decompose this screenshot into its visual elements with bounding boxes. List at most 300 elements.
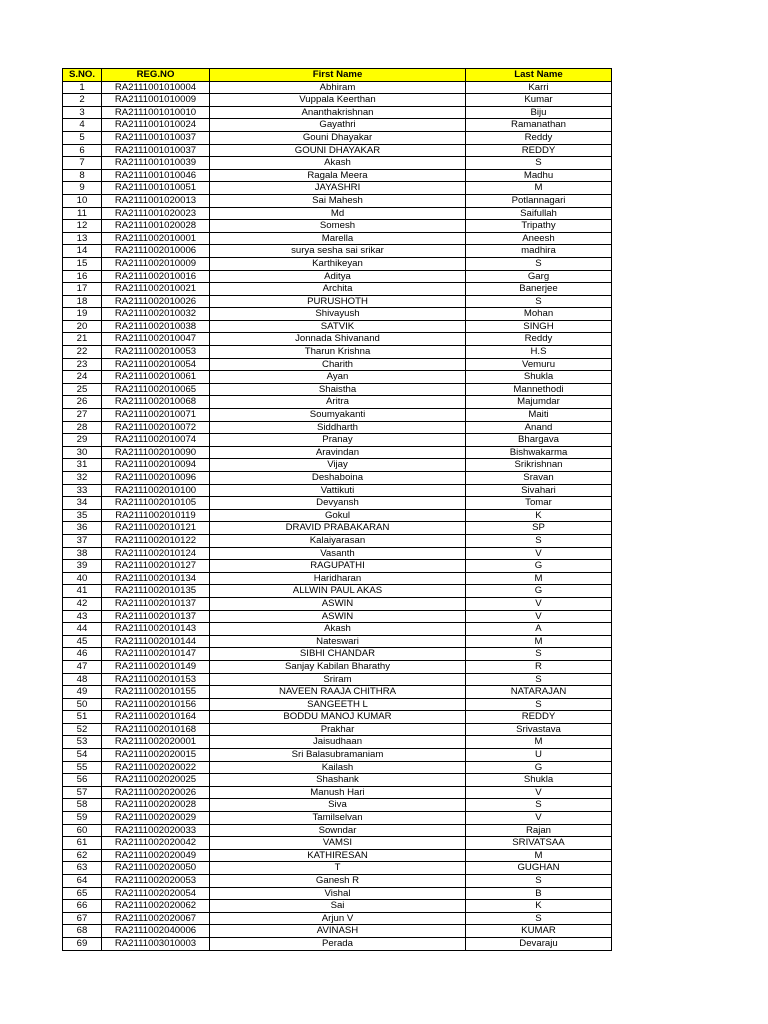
cell-last-name: madhira	[466, 245, 612, 258]
cell-sno: 34	[63, 497, 102, 510]
cell-last-name: Sivahari	[466, 484, 612, 497]
cell-sno: 42	[63, 597, 102, 610]
cell-last-name: REDDY	[466, 144, 612, 157]
cell-first-name: Abhiram	[210, 81, 466, 94]
table-row	[63, 900, 612, 913]
table-row	[63, 446, 612, 459]
cell-regno: RA2111002020015	[102, 749, 210, 762]
cell-regno: RA2111002010074	[102, 434, 210, 447]
cell-sno: 6	[63, 144, 102, 157]
table-row	[63, 660, 612, 673]
cell-last-name: S	[466, 257, 612, 270]
cell-sno: 41	[63, 585, 102, 598]
cell-last-name: V	[466, 547, 612, 560]
table-row	[63, 232, 612, 245]
cell-regno: RA2111001020023	[102, 207, 210, 220]
cell-sno: 69	[63, 937, 102, 950]
table-row	[63, 887, 612, 900]
cell-first-name: Soumyakanti	[210, 409, 466, 422]
cell-regno: RA2111002020062	[102, 900, 210, 913]
cell-first-name: Devyansh	[210, 497, 466, 510]
table-row	[63, 698, 612, 711]
cell-first-name: Aravindan	[210, 446, 466, 459]
cell-sno: 36	[63, 522, 102, 535]
cell-last-name: R	[466, 660, 612, 673]
cell-sno: 49	[63, 686, 102, 699]
cell-sno: 29	[63, 434, 102, 447]
cell-sno: 14	[63, 245, 102, 258]
cell-last-name: Bishwakarma	[466, 446, 612, 459]
cell-first-name: Akash	[210, 157, 466, 170]
cell-last-name: G	[466, 560, 612, 573]
cell-sno: 59	[63, 812, 102, 825]
cell-sno: 20	[63, 320, 102, 333]
cell-regno: RA2111002010094	[102, 459, 210, 472]
cell-regno: RA2111002020029	[102, 812, 210, 825]
cell-regno: RA2111002010105	[102, 497, 210, 510]
cell-last-name: Srikrishnan	[466, 459, 612, 472]
table-row	[63, 182, 612, 195]
cell-first-name: Ragala Meera	[210, 169, 466, 182]
cell-last-name: S	[466, 912, 612, 925]
cell-first-name: ASWIN	[210, 610, 466, 623]
table-row	[63, 484, 612, 497]
cell-sno: 19	[63, 308, 102, 321]
cell-regno: RA2111002010032	[102, 308, 210, 321]
cell-sno: 65	[63, 887, 102, 900]
cell-first-name: GOUNI DHAYAKAR	[210, 144, 466, 157]
cell-last-name: Madhu	[466, 169, 612, 182]
cell-last-name: Karri	[466, 81, 612, 94]
cell-sno: 44	[63, 623, 102, 636]
table-row	[63, 849, 612, 862]
cell-regno: RA2111001020028	[102, 220, 210, 233]
table-row	[63, 497, 612, 510]
cell-last-name: V	[466, 812, 612, 825]
cell-last-name: Potlannagari	[466, 194, 612, 207]
table-row	[63, 270, 612, 283]
table-row	[63, 320, 612, 333]
table-row	[63, 371, 612, 384]
cell-sno: 13	[63, 232, 102, 245]
cell-regno: RA2111002010100	[102, 484, 210, 497]
cell-first-name: Haridharan	[210, 572, 466, 585]
cell-last-name: S	[466, 875, 612, 888]
table-row	[63, 144, 612, 157]
table-row	[63, 131, 612, 144]
cell-sno: 62	[63, 849, 102, 862]
cell-first-name: Pranay	[210, 434, 466, 447]
cell-first-name: Siva	[210, 799, 466, 812]
cell-regno: RA2111002010155	[102, 686, 210, 699]
table-row	[63, 786, 612, 799]
cell-last-name: M	[466, 572, 612, 585]
cell-last-name: A	[466, 623, 612, 636]
cell-regno: RA2111002010164	[102, 711, 210, 724]
table-row	[63, 81, 612, 94]
table-row	[63, 333, 612, 346]
cell-sno: 31	[63, 459, 102, 472]
cell-regno: RA2111003010003	[102, 937, 210, 950]
table-row	[63, 824, 612, 837]
cell-last-name: Majumdar	[466, 396, 612, 409]
table-row	[63, 686, 612, 699]
table-row	[63, 723, 612, 736]
cell-sno: 40	[63, 572, 102, 585]
cell-last-name: Reddy	[466, 333, 612, 346]
table-row	[63, 522, 612, 535]
cell-sno: 54	[63, 749, 102, 762]
cell-sno: 60	[63, 824, 102, 837]
cell-first-name: Vasanth	[210, 547, 466, 560]
table-row	[63, 257, 612, 270]
cell-sno: 32	[63, 472, 102, 485]
cell-last-name: Rajan	[466, 824, 612, 837]
cell-regno: RA2111002010021	[102, 283, 210, 296]
cell-regno: RA2111002020049	[102, 849, 210, 862]
cell-first-name: RAGUPATHI	[210, 560, 466, 573]
cell-sno: 12	[63, 220, 102, 233]
cell-first-name: BODDU MANOJ KUMAR	[210, 711, 466, 724]
cell-regno: RA2111001010051	[102, 182, 210, 195]
cell-regno: RA2111001020013	[102, 194, 210, 207]
cell-regno: RA2111002010168	[102, 723, 210, 736]
table-row	[63, 308, 612, 321]
cell-first-name: Prakhar	[210, 723, 466, 736]
cell-sno: 68	[63, 925, 102, 938]
header-regno: REG.NO	[102, 69, 210, 82]
table-row	[63, 925, 612, 938]
cell-first-name: NAVEEN RAAJA CHITHRA	[210, 686, 466, 699]
cell-regno: RA2111002010061	[102, 371, 210, 384]
cell-first-name: JAYASHRI	[210, 182, 466, 195]
cell-last-name: Sravan	[466, 472, 612, 485]
cell-regno: RA2111002010144	[102, 635, 210, 648]
cell-regno: RA2111002010009	[102, 257, 210, 270]
cell-last-name: GUGHAN	[466, 862, 612, 875]
cell-first-name: Jaisudhaan	[210, 736, 466, 749]
cell-sno: 45	[63, 635, 102, 648]
cell-last-name: G	[466, 585, 612, 598]
table-row	[63, 396, 612, 409]
cell-regno: RA2111001010037	[102, 131, 210, 144]
student-table	[62, 68, 612, 951]
cell-sno: 23	[63, 358, 102, 371]
cell-first-name: Vattikuti	[210, 484, 466, 497]
table-row	[63, 358, 612, 371]
cell-sno: 53	[63, 736, 102, 749]
cell-first-name: Akash	[210, 623, 466, 636]
cell-regno: RA2111002020001	[102, 736, 210, 749]
table-row	[63, 295, 612, 308]
table-row	[63, 94, 612, 107]
cell-regno: RA2111002010053	[102, 346, 210, 359]
cell-regno: RA2111002010124	[102, 547, 210, 560]
table-row	[63, 837, 612, 850]
cell-sno: 43	[63, 610, 102, 623]
cell-first-name: Shivayush	[210, 308, 466, 321]
cell-sno: 30	[63, 446, 102, 459]
cell-first-name: ASWIN	[210, 597, 466, 610]
cell-first-name: Deshaboina	[210, 472, 466, 485]
cell-last-name: Vemuru	[466, 358, 612, 371]
header-row	[63, 69, 612, 82]
cell-last-name: Tomar	[466, 497, 612, 510]
cell-last-name: H.S	[466, 346, 612, 359]
table-body	[63, 81, 612, 950]
cell-last-name: M	[466, 736, 612, 749]
cell-first-name: T	[210, 862, 466, 875]
cell-last-name: Devaraju	[466, 937, 612, 950]
cell-regno: RA2111002010149	[102, 660, 210, 673]
cell-regno: RA2111002010068	[102, 396, 210, 409]
cell-last-name: S	[466, 673, 612, 686]
cell-first-name: Shashank	[210, 774, 466, 787]
cell-sno: 17	[63, 283, 102, 296]
cell-regno: RA2111001010039	[102, 157, 210, 170]
table-row	[63, 648, 612, 661]
cell-last-name: S	[466, 295, 612, 308]
cell-last-name: Maiti	[466, 409, 612, 422]
cell-sno: 4	[63, 119, 102, 132]
cell-regno: RA2111002010135	[102, 585, 210, 598]
cell-first-name: AVINASH	[210, 925, 466, 938]
cell-sno: 21	[63, 333, 102, 346]
cell-first-name: Gokul	[210, 509, 466, 522]
cell-last-name: REDDY	[466, 711, 612, 724]
cell-last-name: Bhargava	[466, 434, 612, 447]
cell-last-name: G	[466, 761, 612, 774]
cell-regno: RA2111002010090	[102, 446, 210, 459]
cell-first-name: Sriram	[210, 673, 466, 686]
cell-regno: RA2111002020026	[102, 786, 210, 799]
cell-regno: RA2111001010046	[102, 169, 210, 182]
cell-regno: RA2111002020067	[102, 912, 210, 925]
cell-regno: RA2111002010156	[102, 698, 210, 711]
cell-last-name: S	[466, 698, 612, 711]
cell-sno: 37	[63, 534, 102, 547]
cell-regno: RA2111002010137	[102, 610, 210, 623]
cell-last-name: Tripathy	[466, 220, 612, 233]
cell-regno: RA2111002010065	[102, 383, 210, 396]
table-row	[63, 534, 612, 547]
table-row	[63, 799, 612, 812]
cell-first-name: ALLWIN PAUL AKAS	[210, 585, 466, 598]
table-row	[63, 509, 612, 522]
cell-regno: RA2111002020028	[102, 799, 210, 812]
table-row	[63, 472, 612, 485]
cell-first-name: Gayathri	[210, 119, 466, 132]
cell-last-name: M	[466, 849, 612, 862]
cell-last-name: Reddy	[466, 131, 612, 144]
cell-regno: RA2111002010072	[102, 421, 210, 434]
cell-first-name: Sowndar	[210, 824, 466, 837]
cell-sno: 57	[63, 786, 102, 799]
cell-first-name: surya sesha sai srikar	[210, 245, 466, 258]
table-header	[63, 69, 612, 82]
cell-sno: 28	[63, 421, 102, 434]
cell-sno: 61	[63, 837, 102, 850]
table-row	[63, 283, 612, 296]
cell-sno: 56	[63, 774, 102, 787]
table-row	[63, 912, 612, 925]
cell-first-name: DRAVID PRABAKARAN	[210, 522, 466, 535]
cell-first-name: VAMSI	[210, 837, 466, 850]
header-last-name: Last Name	[466, 69, 612, 82]
cell-sno: 18	[63, 295, 102, 308]
cell-first-name: Md	[210, 207, 466, 220]
cell-last-name: Mohan	[466, 308, 612, 321]
table-row	[63, 635, 612, 648]
cell-last-name: Garg	[466, 270, 612, 283]
cell-sno: 63	[63, 862, 102, 875]
cell-first-name: SANGEETH L	[210, 698, 466, 711]
cell-last-name: Srivastava	[466, 723, 612, 736]
cell-regno: RA2111001010010	[102, 106, 210, 119]
cell-last-name: Shukla	[466, 371, 612, 384]
cell-first-name: Kailash	[210, 761, 466, 774]
cell-first-name: Aritra	[210, 396, 466, 409]
cell-first-name: Somesh	[210, 220, 466, 233]
cell-sno: 16	[63, 270, 102, 283]
cell-sno: 35	[63, 509, 102, 522]
cell-last-name: S	[466, 157, 612, 170]
cell-regno: RA2111002010134	[102, 572, 210, 585]
cell-sno: 46	[63, 648, 102, 661]
cell-first-name: Archita	[210, 283, 466, 296]
cell-regno: RA2111002010038	[102, 320, 210, 333]
cell-sno: 39	[63, 560, 102, 573]
cell-last-name: Banerjee	[466, 283, 612, 296]
cell-last-name: B	[466, 887, 612, 900]
cell-sno: 64	[63, 875, 102, 888]
table-row	[63, 560, 612, 573]
cell-first-name: Aditya	[210, 270, 466, 283]
cell-sno: 50	[63, 698, 102, 711]
cell-first-name: Nateswari	[210, 635, 466, 648]
cell-regno: RA2111002010054	[102, 358, 210, 371]
cell-sno: 33	[63, 484, 102, 497]
cell-sno: 3	[63, 106, 102, 119]
cell-last-name: SP	[466, 522, 612, 535]
cell-sno: 51	[63, 711, 102, 724]
table-row	[63, 409, 612, 422]
table-row	[63, 623, 612, 636]
cell-first-name: Siddharth	[210, 421, 466, 434]
cell-last-name: Anand	[466, 421, 612, 434]
table-row	[63, 875, 612, 888]
cell-regno: RA2111001010037	[102, 144, 210, 157]
cell-first-name: Sai Mahesh	[210, 194, 466, 207]
cell-first-name: Tamilselvan	[210, 812, 466, 825]
cell-first-name: Ananthakrishnan	[210, 106, 466, 119]
cell-regno: RA2111002010121	[102, 522, 210, 535]
table-row	[63, 673, 612, 686]
table-row	[63, 736, 612, 749]
cell-regno: RA2111001010004	[102, 81, 210, 94]
cell-last-name: V	[466, 597, 612, 610]
cell-sno: 22	[63, 346, 102, 359]
cell-sno: 5	[63, 131, 102, 144]
table-row	[63, 207, 612, 220]
cell-regno: RA2111002040006	[102, 925, 210, 938]
cell-last-name: Kumar	[466, 94, 612, 107]
cell-sno: 11	[63, 207, 102, 220]
cell-sno: 10	[63, 194, 102, 207]
cell-first-name: Gouni Dhayakar	[210, 131, 466, 144]
cell-last-name: S	[466, 799, 612, 812]
cell-regno: RA2111002010096	[102, 472, 210, 485]
cell-sno: 52	[63, 723, 102, 736]
table-row	[63, 421, 612, 434]
cell-last-name: Saifullah	[466, 207, 612, 220]
cell-regno: RA2111002010016	[102, 270, 210, 283]
cell-regno: RA2111002020053	[102, 875, 210, 888]
table-row	[63, 862, 612, 875]
table-row	[63, 434, 612, 447]
cell-regno: RA2111002010119	[102, 509, 210, 522]
cell-last-name: NATARAJAN	[466, 686, 612, 699]
cell-last-name: M	[466, 635, 612, 648]
table-row	[63, 812, 612, 825]
table-row	[63, 597, 612, 610]
cell-sno: 25	[63, 383, 102, 396]
cell-first-name: Arjun V	[210, 912, 466, 925]
cell-last-name: K	[466, 509, 612, 522]
cell-regno: RA2111002010006	[102, 245, 210, 258]
cell-last-name: V	[466, 786, 612, 799]
table-row	[63, 761, 612, 774]
cell-last-name: Aneesh	[466, 232, 612, 245]
cell-first-name: Vijay	[210, 459, 466, 472]
cell-sno: 15	[63, 257, 102, 270]
cell-regno: RA2111002010001	[102, 232, 210, 245]
cell-first-name: Shaistha	[210, 383, 466, 396]
cell-regno: RA2111002010127	[102, 560, 210, 573]
table-row	[63, 610, 612, 623]
table-row	[63, 585, 612, 598]
cell-first-name: Sanjay Kabilan Bharathy	[210, 660, 466, 673]
cell-first-name: Jonnada Shivanand	[210, 333, 466, 346]
cell-first-name: PURUSHOTH	[210, 295, 466, 308]
cell-sno: 58	[63, 799, 102, 812]
cell-sno: 9	[63, 182, 102, 195]
cell-sno: 47	[63, 660, 102, 673]
cell-first-name: Manush Hari	[210, 786, 466, 799]
table-row	[63, 937, 612, 950]
cell-last-name: SRIVATSAA	[466, 837, 612, 850]
cell-last-name: U	[466, 749, 612, 762]
cell-regno: RA2111002010122	[102, 534, 210, 547]
cell-regno: RA2111002020054	[102, 887, 210, 900]
cell-first-name: Vuppala Keerthan	[210, 94, 466, 107]
cell-first-name: Vishal	[210, 887, 466, 900]
cell-regno: RA2111002020033	[102, 824, 210, 837]
cell-first-name: Karthikeyan	[210, 257, 466, 270]
cell-sno: 38	[63, 547, 102, 560]
cell-sno: 27	[63, 409, 102, 422]
cell-first-name: Ganesh R	[210, 875, 466, 888]
cell-last-name: M	[466, 182, 612, 195]
cell-last-name: K	[466, 900, 612, 913]
cell-sno: 26	[63, 396, 102, 409]
cell-regno: RA2111002010153	[102, 673, 210, 686]
cell-regno: RA2111002020025	[102, 774, 210, 787]
cell-last-name: Shukla	[466, 774, 612, 787]
cell-regno: RA2111002010047	[102, 333, 210, 346]
table-row	[63, 459, 612, 472]
table-row	[63, 194, 612, 207]
